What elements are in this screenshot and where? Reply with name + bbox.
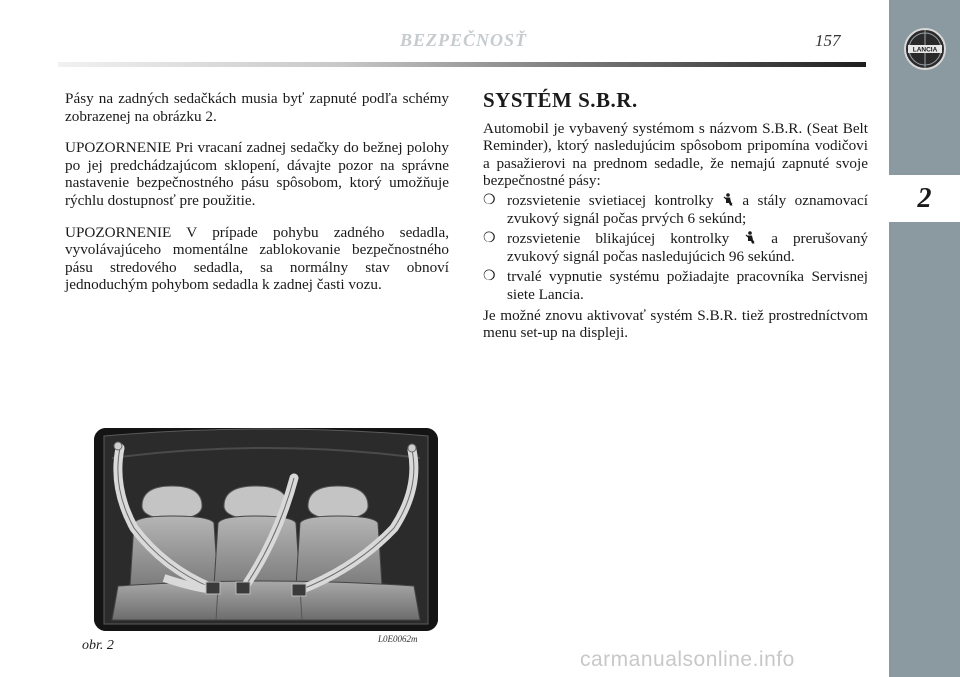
figure-code: L0E0062m (378, 634, 418, 644)
seatbelt-warning-icon (723, 193, 733, 206)
item-text: rozsvietenie blikajúcej kontrolky (507, 230, 730, 248)
circle-bullet-icon: ❍ (483, 192, 496, 208)
item-text: trvalé vypnutie systému požiadajte pracovníka Servisnej siete Lancia. (507, 268, 868, 303)
left-column (65, 90, 449, 308)
list-item (483, 230, 868, 265)
section-header: BEZPEČNOSŤ (400, 30, 528, 50)
list-item (483, 268, 868, 303)
header-rule (58, 62, 866, 67)
watermark: carmanualsonline.info (580, 648, 795, 671)
circle-bullet-icon: ❍ (483, 269, 496, 285)
figure-label: obr. 2 (82, 638, 114, 653)
paragraph: UPOZORNENIE V prípade pohybu zadného sedadla, vyvolávajúceho momentálne zablokovanie bezpečnostného pásu stredového sedadla, sa normálny stav obnoví jednoduchým pohybom sedadla k zadnej časti vozu. (65, 223, 449, 294)
outro-paragraph: Je možné znovu aktivovať systém S.B.R. tiež prostredníctvom menu set-up na displeji. (483, 306, 868, 342)
page-number: 157 (815, 31, 841, 50)
seatbelt-warning-icon (745, 231, 755, 244)
item-text: a stály oznamovací zvukový signál počas prvých 6 sekúnd; (507, 191, 869, 227)
right-column (483, 88, 869, 342)
intro-paragraph: Automobil je vybavený systémom s názvom S.B.R. (Seat Belt Reminder), ktorý nasledujúcim spôsobom pripomína vodičovi a pasažierovi na prednom sedadle, že nemajú zapnuté svoje bezpečnostné pásy: (483, 119, 868, 190)
item-text: a prerušovaný zvukový signál počas nasledujúcich 96 sekúnd. (507, 230, 869, 265)
circle-bullet-icon: ❍ (483, 231, 496, 247)
chapter-sidebar (889, 0, 960, 677)
list-item (483, 192, 868, 227)
item-text: rozsvietenie svietiacej kontrolky (507, 191, 714, 209)
paragraph: Pásy na zadných sedačkách musia byť zapnuté podľa schémy zobrazenej na obrázku 2. (65, 90, 449, 125)
lancia-logo (903, 27, 947, 71)
rear-seatbelts-illustration (94, 428, 438, 631)
chapter-number: 2 (917, 183, 932, 214)
section-title: SYSTÉM S.B.R. (483, 88, 638, 112)
logo-text: LANCIA (912, 46, 938, 54)
paragraph: UPOZORNENIE Pri vracaní zadnej sedačky do bežnej polohy po jej predchádzajúcom sklopení, dávajte pozor na správne nastavenie bezpečnostného pásu spôsobom, ktorý umožňuje rýchlu dostupnosť pre použitie. (65, 139, 449, 209)
